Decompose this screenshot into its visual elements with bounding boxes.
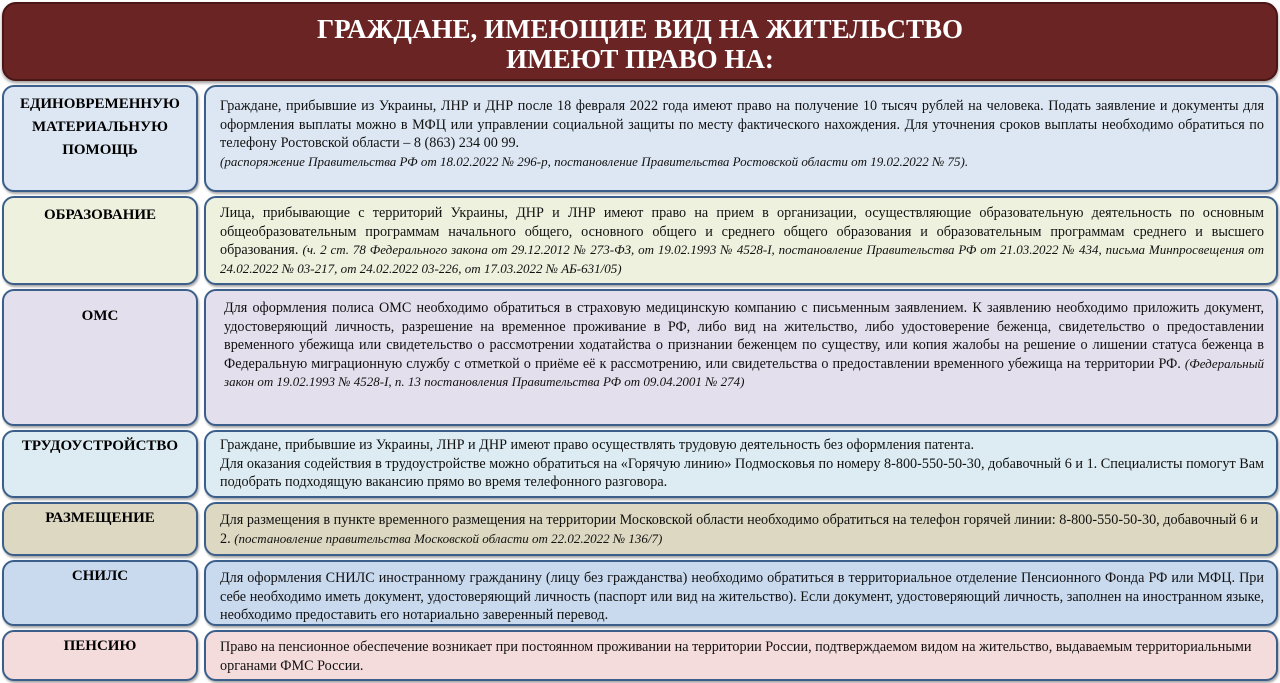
pension-text: Право на пенсионное обеспечение возникает при постоянном проживании на территории России, подтверждаемом видом на жительство, выдаваемым территориальными органами ФМС России.	[220, 639, 1252, 674]
education-main-text: Лица, прибывающие с территорий Украины, ДНР и ЛНР имеют право на прием в организации, осуществляющие образовательную деятельность по основным общеобразовательным программам начального общего, основного общего и среднего общего образования и образовательным программам среднего и высшего образования.	[220, 205, 1264, 259]
material-aid-reference: (распоряжение Правительства РФ от 18.02.2022 № 296-р, постановление Правительства Ростовской области от 19.02.2022 № 75).	[220, 153, 969, 169]
snils-text: Для оформления СНИЛС иностранному гражданину (лицу без гражданства) необходимо обратиться в территориальное отделение Пенсионного Фонда РФ или МФЦ. При себе необходимо иметь документ, удостоверяющий личность (паспорт или вид на жительство). Если документ, удостоверяющий личность, заполнен на иностранном языке, необходимо предоставить его нотариально заверенный перевод.	[220, 570, 1264, 624]
row-content-pension	[204, 630, 1278, 681]
row-employment	[0, 430, 1280, 498]
page-title-line-1: ГРАЖДАНЕ, ИМЕЮЩИЕ ВИД НА ЖИТЕЛЬСТВО	[316, 14, 964, 44]
row-content-accommodation	[204, 502, 1278, 556]
row-content-material-aid	[204, 85, 1278, 192]
row-label-material-aid: ЕДИНОВРЕМЕННУЮ МАТЕРИАЛЬНУЮ ПОМОЩЬ	[2, 85, 198, 192]
row-snils	[0, 560, 1280, 626]
row-label-accommodation: РАЗМЕЩЕНИЕ	[2, 502, 198, 556]
row-oms	[0, 289, 1280, 426]
row-label-oms: ОМС	[2, 289, 198, 426]
row-education	[0, 196, 1280, 285]
row-label-education: ОБРАЗОВАНИЕ	[2, 196, 198, 285]
row-content-snils	[204, 560, 1278, 626]
row-accommodation	[0, 502, 1280, 556]
oms-text	[224, 299, 1264, 392]
accommodation-reference: (постановление правительства Московской области от 22.02.2022 № 136/7)	[234, 530, 663, 546]
education-reference: (ч. 2 ст. 78 Федерального закона от 29.12.2012 № 273-ФЗ, от 19.02.1993 № 4528-I, постановление Правительства РФ от 21.03.2022 № 434, письма Минпросвещения от 24.02.2022 № 03-217, от 24.02.2022 03-226, от 17.03.2022 № АБ-631/05)	[220, 242, 1264, 276]
row-pension	[0, 630, 1280, 681]
accommodation-text	[220, 511, 1264, 548]
row-label-snils: СНИЛС	[2, 560, 198, 626]
row-label-pension: ПЕНСИЮ	[2, 630, 198, 681]
page-title-line-2: ИМЕЮТ ПРАВО НА:	[506, 44, 774, 74]
oms-main-text: Для оформления полиса ОМС необходимо обратиться в страховую медицинскую компанию с письменным заявлением. К заявлению необходимо приложить документ, удостоверяющий личность, разрешение на временное проживание в РФ, либо вид на жительство, либо удостоверение беженца, свидетельство о предоставлении временного убежища или свидетельство о рассмотрении ходатайства о признании беженцем по существу, или копия жалобы на решение о лишении статуса беженца в Федеральную миграционную службу с отметкой о приёме её к рассмотрению, или свидетельства о предоставлении временного убежища на территории РФ.	[224, 300, 1264, 372]
employment-text-1: Граждане, прибывшие из Украины, ЛНР и ДНР имеют право осуществлять трудовую деятельность без оформления патента.	[220, 437, 975, 453]
row-content-employment	[204, 430, 1278, 498]
employment-text-2: Для оказания содействия в трудоустройстве можно обратиться на «Горячую линию» Подмосковья по номеру 8-800-550-50-30, добавочный 6 и 1. Специалисты помогут Вам подобрать подходящую вакансию прямо во время телефонного разговора.	[220, 455, 1264, 491]
row-material-aid	[0, 85, 1280, 192]
row-content-oms	[204, 289, 1278, 426]
row-content-education	[204, 196, 1278, 285]
row-label-employment: ТРУДОУСТРОЙСТВО	[2, 430, 198, 498]
oms-reference: (Федеральный закон от 19.02.1993 № 4528-I, п. 13 постановления Правительства РФ от 09.04.2001 № 274)	[224, 355, 1264, 390]
page-title-banner	[2, 2, 1278, 81]
education-text	[220, 204, 1264, 278]
material-aid-text: Граждане, прибывшие из Украины, ЛНР и ДНР после 18 февраля 2022 года имеют право на получение 10 тысяч рублей на человека. Подать заявление и документы для оформления выплаты можно в МФЦ или управлении социальной защиты по месту фактического нахождения. Для уточнения сроков выплаты необходимо обратиться по телефону Ростовской области – 8 (863) 234 00 99.	[220, 98, 1264, 152]
accommodation-main-text: Для размещения в пункте временного размещения на территории Московской области необходимо обратиться на телефон горячей линии: 8-800-550-50-30, добавочный 6 и 2.	[220, 512, 1259, 547]
